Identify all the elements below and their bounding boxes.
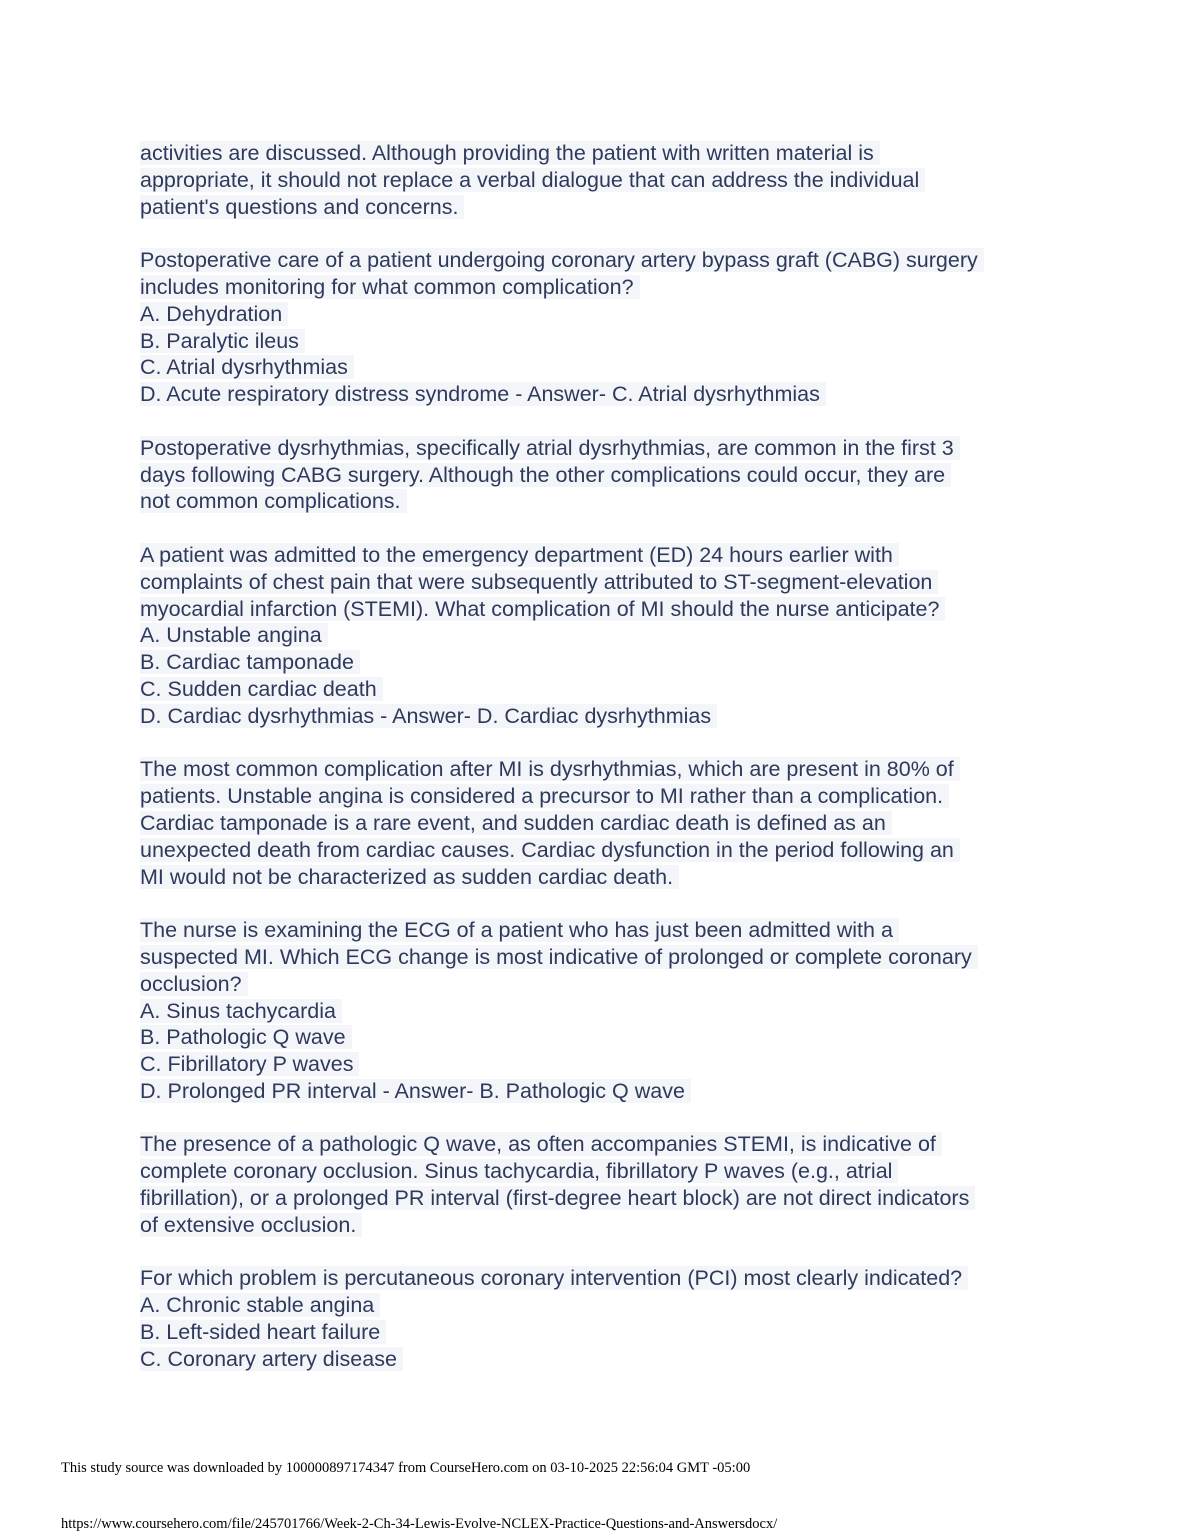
text-line [140,247,1100,274]
text-line [140,328,1100,355]
text-line-content: Postoperative dysrhythmias, specifically atrial dysrhythmias, are common in the first 3 [140,436,960,460]
paragraph [140,756,1100,890]
paragraph [140,140,1100,220]
text-line-content: of extensive occlusion. [140,1213,362,1237]
text-line [140,462,1100,489]
text-line-content: complete coronary occlusion. Sinus tachycardia, fibrillatory P waves (e.g., atrial [140,1159,898,1183]
text-line [140,1024,1100,1051]
paragraph [140,1265,1100,1372]
text-line [140,998,1100,1025]
text-line-content: Postoperative care of a patient undergoing coronary artery bypass graft (CABG) surgery [140,248,984,272]
text-line-content: The nurse is examining the ECG of a patient who has just been admitted with a [140,918,899,942]
text-line [140,1078,1100,1105]
text-line [140,1319,1100,1346]
text-line [140,756,1100,783]
text-line [140,301,1100,328]
text-line-content: B. Cardiac tamponade [140,650,360,674]
text-line [140,1212,1100,1239]
text-line [140,864,1100,891]
text-line-content: C. Fibrillatory P waves [140,1052,359,1076]
text-line-content: B. Paralytic ileus [140,329,305,353]
text-line-content: A. Sinus tachycardia [140,999,342,1023]
paragraph [140,542,1100,730]
text-line-content: D. Prolonged PR interval - Answer- B. Pathologic Q wave [140,1079,691,1103]
text-line-content: B. Left-sided heart failure [140,1320,386,1344]
text-line-content: C. Sudden cardiac death [140,677,383,701]
text-line-content: C. Coronary artery disease [140,1347,403,1371]
text-line [140,1265,1100,1292]
text-line [140,381,1100,408]
text-line [140,167,1100,194]
text-line-content: B. Pathologic Q wave [140,1025,352,1049]
text-line [140,1185,1100,1212]
text-line [140,435,1100,462]
paragraph [140,247,1100,408]
text-line-content: MI would not be characterized as sudden cardiac death. [140,865,679,889]
text-line [140,542,1100,569]
text-line [140,1051,1100,1078]
text-line [140,1131,1100,1158]
text-line [140,837,1100,864]
paragraph [140,1131,1100,1238]
text-line-content: The presence of a pathologic Q wave, as often accompanies STEMI, is indicative of [140,1132,942,1156]
text-line [140,649,1100,676]
text-line [140,140,1100,167]
text-line [140,971,1100,998]
text-line [140,596,1100,623]
text-line-content: occlusion? [140,972,248,996]
text-line-content: complaints of chest pain that were subsequently attributed to ST-segment-elevation [140,570,938,594]
text-line-content: suspected MI. Which ECG change is most indicative of prolonged or complete coronary [140,945,978,969]
text-line [140,354,1100,381]
text-line-content: Cardiac tamponade is a rare event, and sudden cardiac death is defined as an [140,811,892,835]
text-line [140,488,1100,515]
text-line-content: activities are discussed. Although providing the patient with written material is [140,141,880,165]
text-line [140,944,1100,971]
text-line [140,194,1100,221]
source-url[interactable]: https://www.coursehero.com/file/245701766/Week-2-Ch-34-Lewis-Evolve-NCLEX-Practice-Questions-and-Answersdocx/ [61,1516,778,1532]
text-line-content: fibrillation), or a prolonged PR interval (first-degree heart block) are not direct indicators [140,1186,975,1210]
paragraph [140,917,1100,1105]
text-line [140,783,1100,810]
text-line-content: patients. Unstable angina is considered a precursor to MI rather than a complication. [140,784,949,808]
text-line-content: patient's questions and concerns. [140,195,464,219]
text-line-content: A. Chronic stable angina [140,1293,380,1317]
text-line-content: days following CABG surgery. Although the other complications could occur, they are [140,463,951,487]
text-line-content: D. Cardiac dysrhythmias - Answer- D. Cardiac dysrhythmias [140,704,717,728]
text-line-content: myocardial infarction (STEMI). What complication of MI should the nurse anticipate? [140,597,945,621]
text-line-content: unexpected death from cardiac causes. Cardiac dysfunction in the period following an [140,838,960,862]
text-line-content: For which problem is percutaneous coronary intervention (PCI) most clearly indicated? [140,1266,968,1290]
text-line [140,917,1100,944]
text-line [140,810,1100,837]
text-line-content: not common complications. [140,489,407,513]
text-line [140,1158,1100,1185]
text-line-content: A. Dehydration [140,302,288,326]
text-line-content: appropriate, it should not replace a verbal dialogue that can address the individual [140,168,925,192]
text-line [140,703,1100,730]
text-line [140,569,1100,596]
download-notice: This study source was downloaded by 100000897174347 from CourseHero.com on 03-10-2025 22:56:04 GMT -05:00 [61,1460,751,1476]
text-line [140,676,1100,703]
text-line-content: The most common complication after MI is dysrhythmias, which are present in 80% of [140,757,960,781]
text-line [140,622,1100,649]
text-line-content: includes monitoring for what common complication? [140,275,640,299]
text-line-content: C. Atrial dysrhythmias [140,355,354,379]
text-line [140,1346,1100,1373]
text-line-content: A patient was admitted to the emergency department (ED) 24 hours earlier with [140,543,899,567]
text-line-content: A. Unstable angina [140,623,328,647]
document-body [140,140,1100,1399]
text-line-content: D. Acute respiratory distress syndrome - Answer- C. Atrial dysrhythmias [140,382,826,406]
text-line [140,274,1100,301]
paragraph [140,435,1100,515]
text-line [140,1292,1100,1319]
